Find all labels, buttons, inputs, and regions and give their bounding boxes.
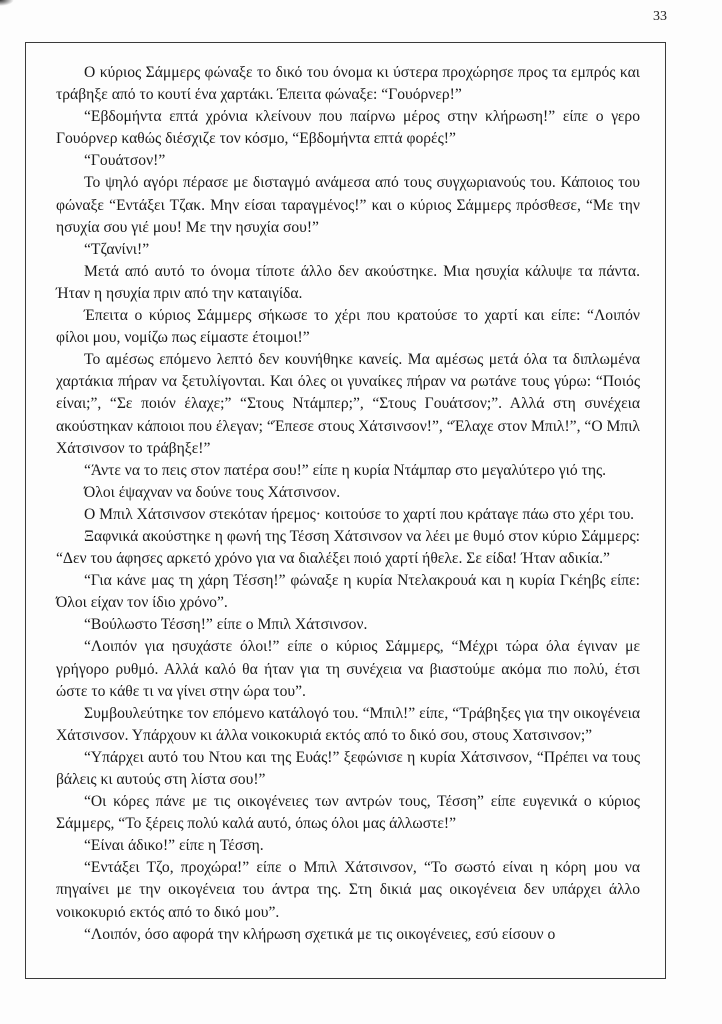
paragraph: “Βούλωστο Τέσση!” είπε ο Μπιλ Χάτσινσον. (84, 616, 368, 634)
body-text (56, 62, 640, 946)
paragraph: Ο Μπιλ Χάτσινσον στεκόταν ήρεμος· κοιτούσε το χαρτί που κράταγε πάω στο χέρι του. (84, 505, 635, 523)
paragraph: “Για κάνε μας τη χάρη Τέσση!” φώναξε η κυρία Ντελακρουά και η κυρία Γκέηβς είπε: Όλοι είχαν τον ίδιο χρόνο”. (56, 572, 640, 612)
paragraph: “Άντε να το πεις στον πατέρα σου!” είπε η κυρία Ντάμπαρ στο μεγαλύτερο γιό της. (84, 461, 607, 479)
paragraph: Μετά από αυτό το όνομα τίποτε άλλο δεν ακούστηκε. Μια ησυχία κάλυψε τα πάντα. Ήταν η ησυχία πριν από την καταιγίδα. (56, 262, 640, 302)
paragraph: Το αμέσως επόμενο λεπτό δεν κουνήθηκε κανείς. Μα αμέσως μετά όλα τα διπλωμένα χαρτάκια πήραν να ξετυλίγονται. Και όλες οι γυναίκες πήραν να ρωτάνε τους γύρω: “Ποιός είναι;”, “Σε ποιόν έλαχε;” “Στους Ντάμπερ;”, “Στους Γουάτσον;”. Αλλά στη συνέχεια ακούστηκαν κάποιοι που έλεγαν; “Έπεσε στους Χάτσινσον!”, “Έλαχε στον Μπιλ!”, “Ο Μπιλ Χάτσινσον το τράβηξε!” (56, 351, 640, 457)
paragraph: “Λοιπόν για ησυχάστε όλοι!” είπε ο κύριος Σάμμερς, “Μέχρι τώρα όλα έγιναν με γρήγορο ρυθμό. Αλλά καλό θα ήταν για τη συνέχεια να βιαστούμε ακόμα πιο πολύ, έτσι ώστε το κάθε τι να γίνει στην ώρα του”. (56, 638, 640, 700)
paragraph: “Τζανίνι!” (84, 240, 150, 258)
paragraph: Ξαφνικά ακούστηκε η φωνή της Τέσση Χάτσινσον να λέει με θυμό στον κύριο Σάμμερς: “Δεν του άφησες αρκετό χρόνο για να διαλέξει ποιό χαρτί ήθελε. Σε είδα! Ήταν αδικία.” (56, 527, 640, 568)
paragraph: “Οι κόρες πάνε με τις οικογένειες των αντρών τους, Τέσση” είπε ευγενικά ο κύριος Σάμμερς, “Το ξέρεις πολύ καλά αυτό, όπως όλοι μας άλλωστε!” (56, 793, 640, 833)
paragraph: “Λοιπόν, όσο αφορά την κλήρωση σχετικά με τις οικογένειες, εσύ είσουν ο (84, 925, 556, 943)
paragraph: “Υπάρχει αυτό του Ντου και της Ευάς!” ξεφώνισε η κυρία Χάτσινσον, “Πρέπει να τους βάλεις κι αυτούς στη λίστα σου!” (56, 748, 640, 788)
paragraph: Ο κύριος Σάμμερς φώναξε το δικό του όνομα κι ύστερα προχώρησε προς τα εμπρός και τράβηξε από το κουτί ένα χαρτάκι. Έπειτα φώναξε: “Γουόρνερ!” (56, 64, 640, 104)
scan-corner-shadow (0, 0, 14, 6)
paragraph: Το ψηλό αγόρι πέρασε με δισταγμό ανάμεσα από τους συγχωριανούς του. Κάποιος του φώναξε “Εντάξει Τζακ. Μην είσαι ταραγμένος!” και ο κύριος Σάμμερς πρόσθεσε, “Με την ησυχία σου γιέ μου! Με την ησυχία σου!” (56, 174, 640, 236)
page-number: 33 (653, 9, 667, 24)
paragraph: “Εντάξει Τζο, προχώρα!” είπε ο Μπιλ Χάτσινσον, “Το σωστό είναι η κόρη μου να πηγαίνει με την οικογένεια του άντρα της. Στη δικιά μας οικογένεια δεν υπάρχει άλλο νοικοκυριό εκτός από το δικό μου”. (56, 859, 640, 921)
paragraph: “Είναι άδικο!” είπε η Τέσση. (84, 837, 264, 855)
paragraph: Όλοι έψαχναν να δούνε τους Χάτσινσον. (84, 483, 341, 501)
paragraph: “Εβδομήντα επτά χρόνια κλείνουν που παίρνω μέρος στην κλήρωση!” είπε ο γερο Γουόρνερ καθώς διέσχιζε τον κόσμο, “Εβδομήντα επτά φορές!” (56, 108, 640, 148)
paragraph: Έπειτα ο κύριος Σάμμερς σήκωσε το χέρι που κρατούσε το χαρτί και είπε: “Λοιπόν φίλοι μου, νομίζω πως είμαστε έτοιμοι!” (56, 307, 640, 347)
paragraph: Συμβουλεύτηκε τον επόμενο κατάλογό του. “Μπιλ!” είπε, “Τράβηξες για την οικογένεια Χάτσινσον. Υπάρχουν κι άλλα νοικοκυριά εκτός από το δικό σου, στους Χατσινσον;” (56, 704, 640, 744)
paragraph: “Γουάτσον!” (84, 152, 166, 170)
